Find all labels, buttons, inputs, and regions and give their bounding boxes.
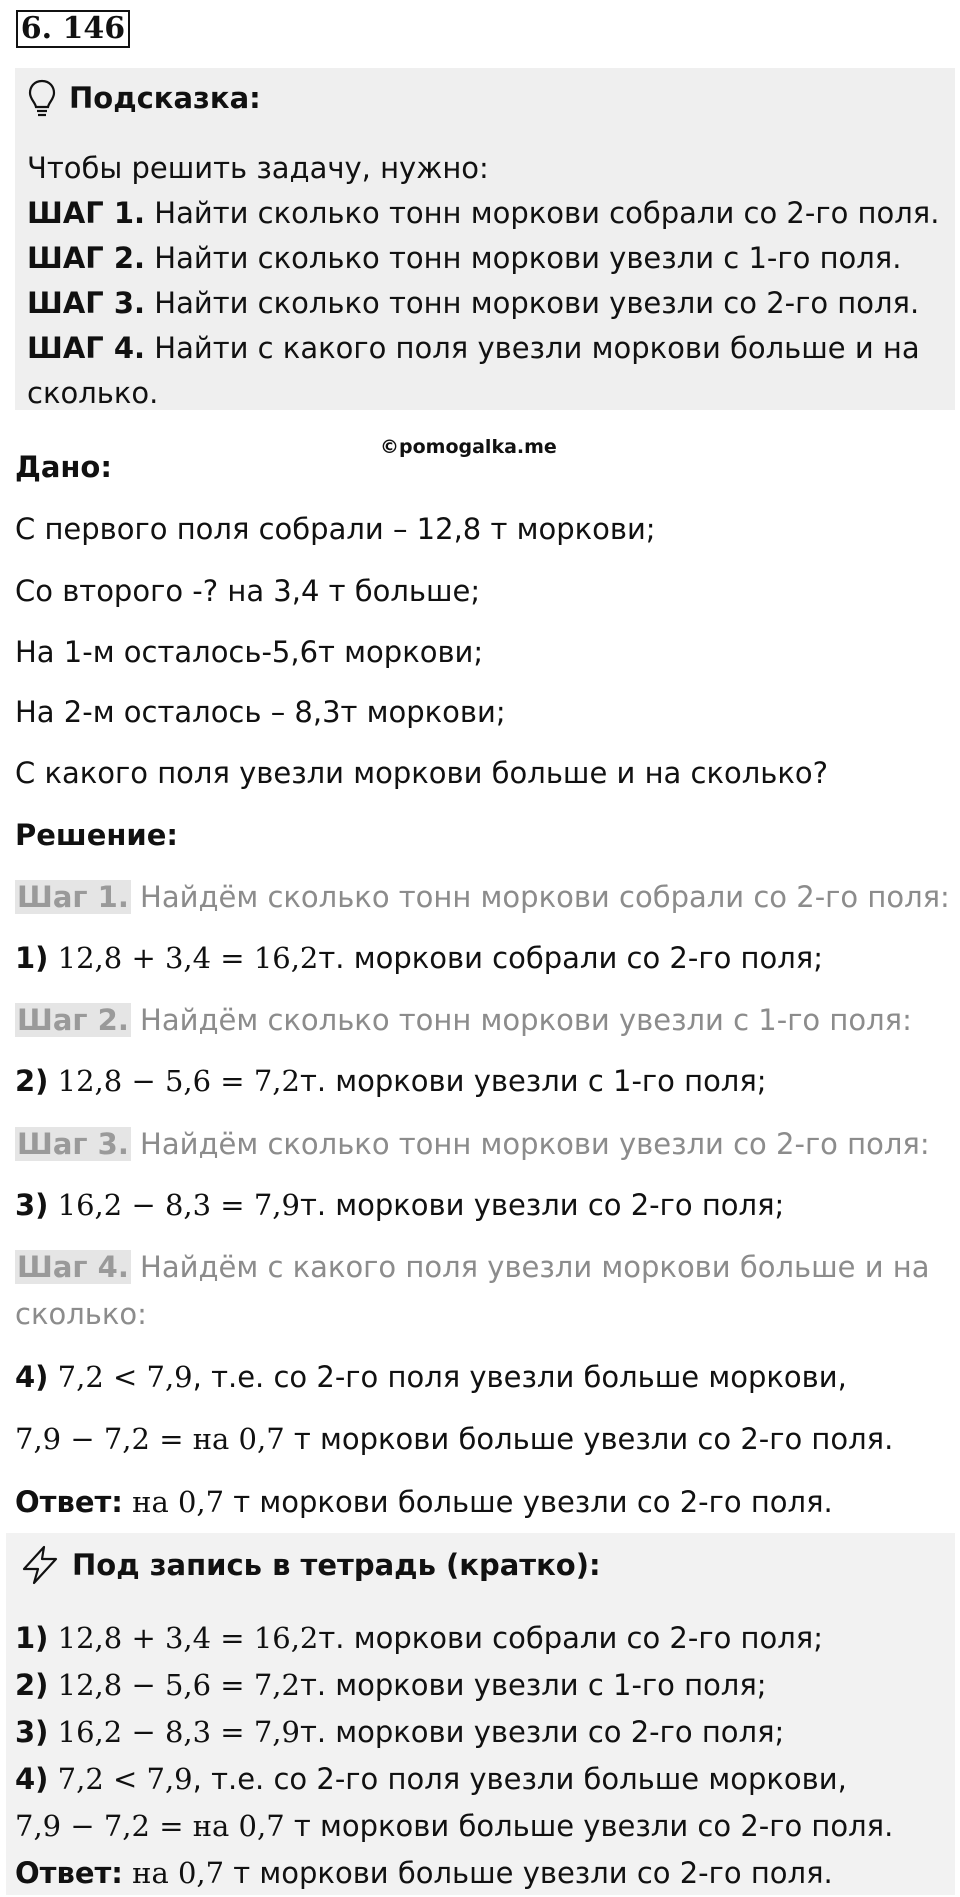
brief-calc: 2) 12,8 − 5,6 = 7,2т. моркови увезли с 1-го поля; — [15, 1668, 767, 1702]
given-line: На 1-м осталось-5,6т моркови; — [15, 635, 484, 669]
solution-step: Шаг 4. Найдём с какого поля увезли моркови больше и на — [17, 1250, 930, 1284]
solution-calc-cont: 7,9 − 7,2 = на 0,7 т моркови больше увезли со 2-го поля. — [15, 1422, 894, 1456]
solution-step: Шаг 3. Найдём сколько тонн моркови увезли со 2-го поля: — [17, 1127, 930, 1161]
solution-title: Решение: — [15, 818, 179, 852]
hint-step: ШАГ 4. Найти с какого поля увезли моркови больше и на сколько. — [27, 331, 920, 410]
given-line: С какого поля увезли моркови больше и на сколько? — [15, 756, 829, 790]
lightning-icon — [20, 1545, 60, 1585]
brief-calc: 1) 12,8 + 3,4 = 16,2т. моркови собрали со 2-го поля; — [15, 1621, 823, 1655]
solution-calc: 4) 7,2 < 7,9, т.е. со 2-го поля увезли больше моркови, — [15, 1360, 847, 1394]
brief-box — [6, 1533, 955, 1895]
watermark: ©pomogalka.me — [380, 436, 557, 458]
lightbulb-icon — [27, 78, 57, 118]
task-number: 6. 146 — [16, 10, 130, 48]
brief-calc: 3) 16,2 − 8,3 = 7,9т. моркови увезли со 2-го поля; — [15, 1715, 785, 1749]
hint-step: ШАГ 3. Найти сколько тонн моркови увезли со 2-го поля. — [27, 286, 920, 320]
brief-calc: 7,9 − 7,2 = на 0,7 т моркови больше увезли со 2-го поля. — [15, 1809, 894, 1843]
answer: Ответ: на 0,7 т моркови больше увезли со 2-го поля. — [15, 1485, 833, 1519]
solution-calc: 2) 12,8 − 5,6 = 7,2т. моркови увезли с 1-го поля; — [15, 1064, 767, 1098]
brief-header — [20, 1545, 601, 1585]
hint-step: ШАГ 2. Найти сколько тонн моркови увезли с 1-го поля. — [27, 241, 902, 275]
hint-intro: Чтобы решить задачу, нужно: — [27, 151, 489, 185]
hint-header — [27, 78, 261, 118]
solution-step-cont: сколько: — [15, 1297, 147, 1331]
brief-answer: Ответ: на 0,7 т моркови больше увезли со 2-го поля. — [15, 1856, 833, 1890]
given-line: Со второго -? на 3,4 т больше; — [15, 574, 481, 608]
given-line: С первого поля собрали – 12,8 т моркови; — [15, 512, 656, 546]
solution-step: Шаг 1. Найдём сколько тонн моркови собрали со 2-го поля: — [17, 880, 950, 914]
brief-lines — [15, 1615, 893, 1897]
hint-title: Подсказка: — [69, 81, 261, 115]
given-title: Дано: — [15, 450, 112, 484]
solution-calc: 1) 12,8 + 3,4 = 16,2т. моркови собрали со 2-го поля; — [15, 941, 823, 975]
hint-lines — [27, 146, 942, 416]
hint-box — [15, 68, 955, 410]
given-line: На 2-м осталось – 8,3т моркови; — [15, 695, 506, 729]
solution-calc: 3) 16,2 − 8,3 = 7,9т. моркови увезли со 2-го поля; — [15, 1188, 785, 1222]
solution-step: Шаг 2. Найдём сколько тонн моркови увезли с 1-го поля: — [17, 1003, 912, 1037]
hint-step: ШАГ 1. Найти сколько тонн моркови собрали со 2-го поля. — [27, 196, 940, 230]
brief-title: Под запись в тетрадь (кратко): — [72, 1548, 601, 1582]
brief-calc: 4) 7,2 < 7,9, т.е. со 2-го поля увезли больше моркови, — [15, 1762, 847, 1796]
